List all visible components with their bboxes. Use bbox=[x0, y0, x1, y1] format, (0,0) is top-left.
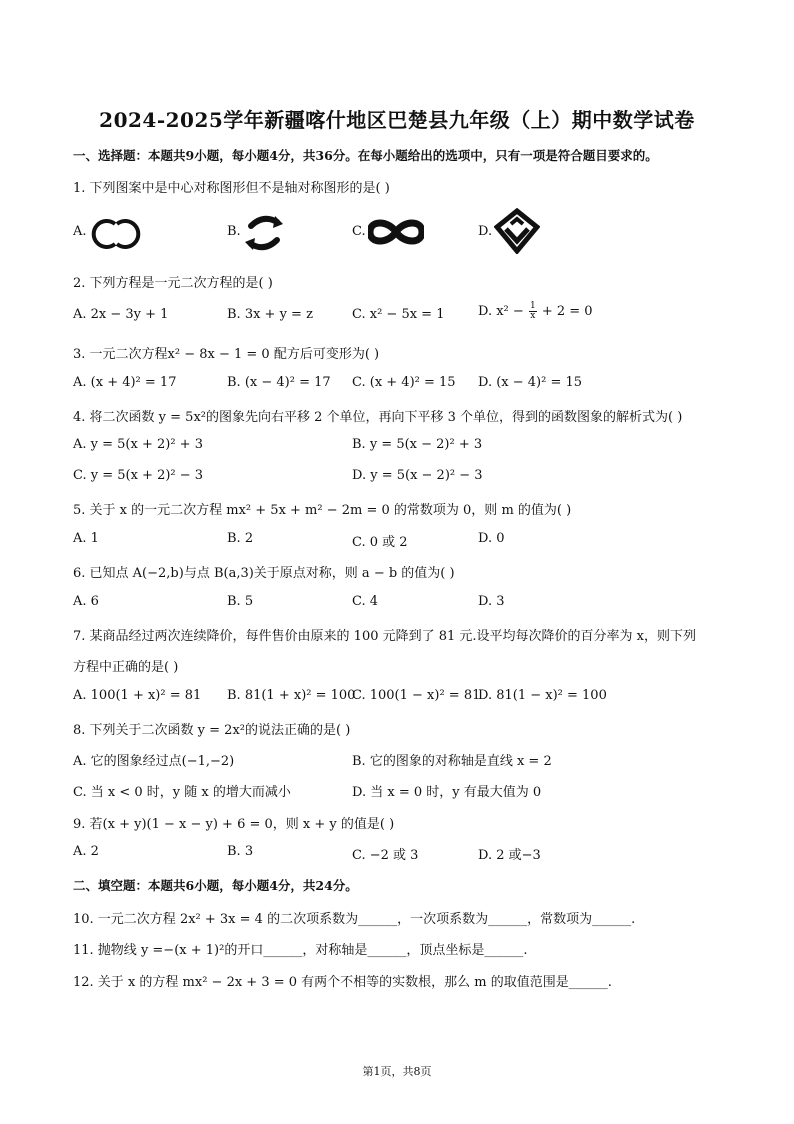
exam-title: 2024-2025学年新疆喀什地区巴楚县九年级（上）期中数学试卷 bbox=[99, 108, 695, 132]
diamond-chevron-logo-icon bbox=[494, 208, 540, 254]
question-3-option-a: A. (x + 4)² = 17 bbox=[73, 375, 177, 390]
question-9-option-a: A. 2 bbox=[73, 844, 99, 859]
question-8-option-d: D. 当 x = 0 时，y 有最大值为 0 bbox=[352, 785, 542, 800]
question-2-stem: 2. 下列方程是一元二次方程的是( ) bbox=[73, 276, 273, 291]
section-2-header: 二、填空题：本题共6小题，每小题4分，共24分。 bbox=[73, 878, 358, 893]
question-7-option-a: A. 100(1 + x)² = 81 bbox=[73, 688, 202, 703]
question-7-option-b: B. 81(1 + x)² = 100 bbox=[227, 688, 356, 703]
option-d-prefix: D. x² − bbox=[478, 304, 524, 319]
question-9-option-d: D. 2 或−3 bbox=[478, 848, 541, 863]
option-label: B. bbox=[227, 224, 241, 239]
question-1-option-a bbox=[73, 216, 153, 252]
question-9-stem: 9. 若(x + y)(1 − x − y) + 6 = 0，则 x + y 的值是( ) bbox=[73, 817, 395, 832]
fraction-numerator: 1 bbox=[529, 301, 536, 311]
question-7-option-d: D. 81(1 − x)² = 100 bbox=[478, 688, 607, 703]
question-8-option-c: C. 当 x < 0 时，y 随 x 的增大而减小 bbox=[73, 785, 291, 800]
question-11: 11. 抛物线 y =−(x + 1)²的开口______，对称轴是______，顶点坐标是______. bbox=[73, 943, 528, 958]
option-d-suffix: + 2 = 0 bbox=[541, 304, 593, 319]
question-5-option-a: A. 1 bbox=[73, 531, 99, 546]
rotating-arrows-icon bbox=[241, 212, 287, 254]
question-3-stem: 3. 一元二次方程x² − 8x − 1 = 0 配方后可变形为( ) bbox=[73, 347, 380, 362]
question-6-option-c: C. 4 bbox=[352, 594, 379, 609]
question-8-option-a: A. 它的图象经过点(−1,−2) bbox=[73, 754, 235, 769]
question-4-option-a: A. y = 5(x + 2)² + 3 bbox=[73, 437, 203, 452]
question-4-option-b: B. y = 5(x − 2)² + 3 bbox=[352, 437, 483, 452]
question-6-option-b: B. 5 bbox=[227, 594, 254, 609]
question-10: 10. 一元二次方程 2x² + 3x = 4 的二次项系数为______，一次项系数为______，常数项为______. bbox=[73, 912, 636, 927]
question-1-stem: 1. 下列图案中是中心对称图形但不是轴对称图形的是( ) bbox=[73, 181, 390, 196]
question-4-option-d: D. y = 5(x − 2)² − 3 bbox=[352, 468, 483, 483]
question-6-option-a: A. 6 bbox=[73, 594, 99, 609]
question-3-option-b: B. (x − 4)² = 17 bbox=[227, 375, 331, 390]
question-5-option-c: C. 0 或 2 bbox=[352, 535, 408, 550]
page-footer: 第1页，共8页 bbox=[362, 1065, 432, 1078]
question-6-option-d: D. 3 bbox=[478, 594, 505, 609]
question-3-option-c: C. (x + 4)² = 15 bbox=[352, 375, 456, 390]
question-2-option-d bbox=[478, 302, 593, 321]
section-1-header: 一、选择题：本题共9小题，每小题4分，共36分。在每小题给出的选项中，只有一项是符合题目要求的。 bbox=[73, 148, 658, 163]
option-label: D. bbox=[478, 224, 493, 239]
question-5-option-b: B. 2 bbox=[227, 531, 254, 546]
question-7-stem-line2: 方程中正确的是( ) bbox=[73, 660, 179, 675]
question-5-stem: 5. 关于 x 的一元二次方程 mx² + 5x + m² − 2m = 0 的常数项为 0，则 m 的值为( ) bbox=[73, 503, 572, 518]
question-2-option-b: B. 3x + y = z bbox=[227, 307, 313, 322]
question-3-option-d: D. (x − 4)² = 15 bbox=[478, 375, 583, 390]
question-4-stem: 4. 将二次函数 y = 5x²的图象先向右平移 2 个单位，再向下平移 3 个单位，得到的函数图象的解析式为( ) bbox=[73, 410, 683, 425]
question-5-option-d: D. 0 bbox=[478, 531, 505, 546]
question-8-stem: 8. 下列关于二次函数 y = 2x²的说法正确的是( ) bbox=[73, 723, 351, 738]
question-7-stem-line1: 7. 某商品经过两次连续降价，每件售价由原来的 100 元降到了 81 元.设平均每次降价的百分率为 x，则下列 bbox=[73, 629, 697, 644]
infinity-loop-icon bbox=[368, 218, 424, 246]
fraction-one-over-x bbox=[529, 302, 537, 321]
question-1-option-c bbox=[352, 216, 432, 252]
question-2-option-a: A. 2x − 3y + 1 bbox=[73, 307, 169, 322]
option-label: A. bbox=[73, 224, 87, 239]
question-8-option-b: B. 它的图象的对称轴是直线 x = 2 bbox=[352, 754, 552, 769]
option-label: C. bbox=[352, 224, 366, 239]
question-6-stem: 6. 已知点 A(−2,b)与点 B(a,3)关于原点对称，则 a − b 的值为( ) bbox=[73, 566, 455, 581]
question-7-option-c: C. 100(1 − x)² = 81 bbox=[352, 688, 481, 703]
double-c-logo-icon bbox=[89, 216, 143, 252]
fraction-denominator: x bbox=[530, 311, 536, 321]
question-4-option-c: C. y = 5(x + 2)² − 3 bbox=[73, 468, 204, 483]
question-9-option-c: C. −2 或 3 bbox=[352, 848, 419, 863]
question-2-option-c: C. x² − 5x = 1 bbox=[352, 307, 445, 322]
question-1-option-b bbox=[227, 212, 297, 252]
question-12: 12. 关于 x 的方程 mx² − 2x + 3 = 0 有两个不相等的实数根，那么 m 的取值范围是______. bbox=[73, 975, 612, 990]
question-9-option-b: B. 3 bbox=[227, 844, 254, 859]
question-1-option-d bbox=[478, 208, 548, 254]
